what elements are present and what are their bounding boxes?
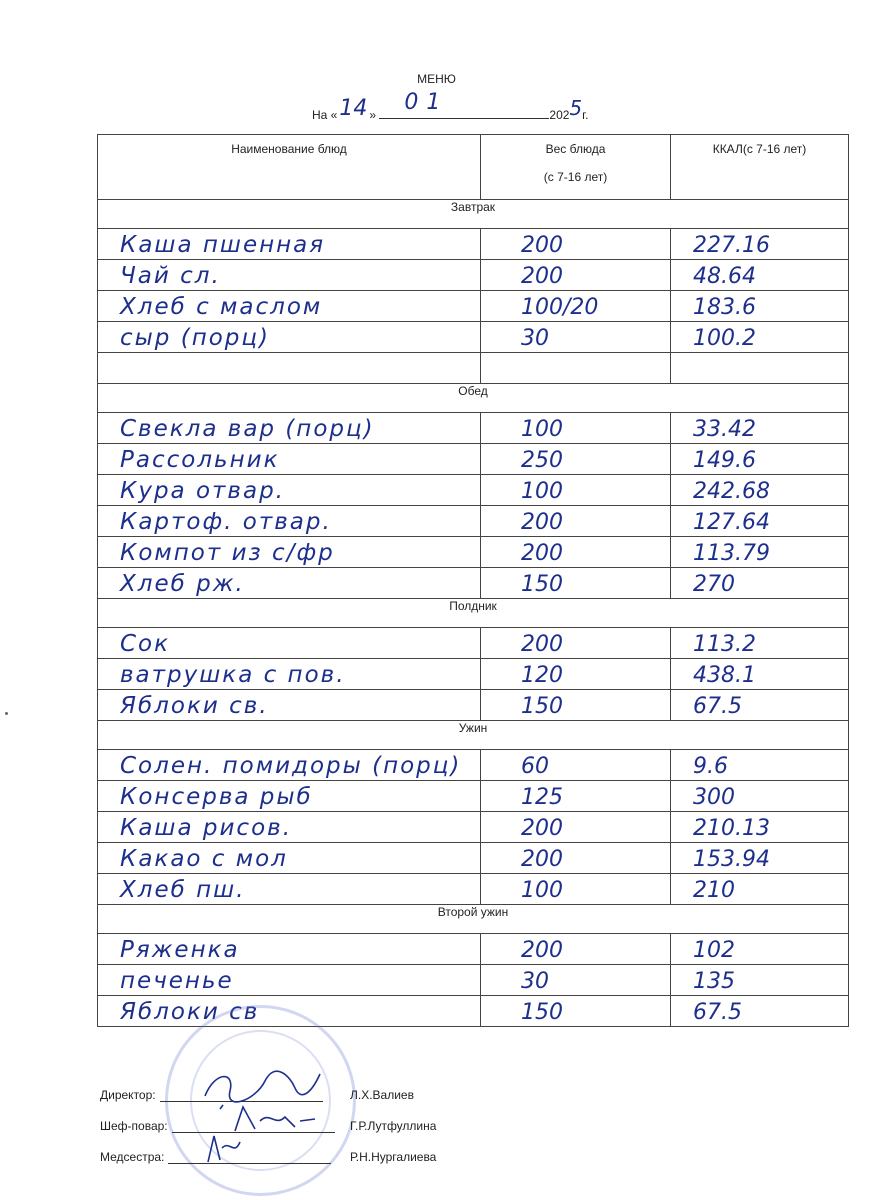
header-name: Наименование блюд xyxy=(98,135,481,200)
dish-weight: 250 xyxy=(521,448,563,473)
dish-name-cell xyxy=(98,781,481,812)
dish-kcal-cell xyxy=(671,996,849,1027)
dish-kcal-cell xyxy=(671,874,849,905)
dish-weight: 100/20 xyxy=(521,295,599,320)
table-row xyxy=(98,659,849,690)
dish-name: Рассольник xyxy=(120,447,280,473)
dish-name-cell xyxy=(98,568,481,599)
dish-kcal-cell xyxy=(671,444,849,475)
dish-kcal: 210.13 xyxy=(693,816,770,841)
dish-name-cell xyxy=(98,628,481,659)
dish-weight: 60 xyxy=(521,754,549,779)
dish-name-cell xyxy=(98,413,481,444)
dish-weight-cell xyxy=(481,750,671,781)
dish-name: Ряженка xyxy=(120,937,240,963)
section-row xyxy=(98,599,849,628)
dish-name-cell xyxy=(98,322,481,353)
dish-kcal: 270 xyxy=(693,572,735,597)
dish-kcal-cell xyxy=(671,322,849,353)
dish-weight: 200 xyxy=(521,510,563,535)
dish-weight: 100 xyxy=(521,417,563,442)
dish-name: Картоф. отвар. xyxy=(120,509,332,535)
table-row xyxy=(98,965,849,996)
dish-weight-cell xyxy=(481,475,671,506)
dish-name: Консерва рыб xyxy=(120,784,313,810)
dish-kcal: 135 xyxy=(693,969,735,994)
signature-director xyxy=(100,1088,414,1102)
date-day: 14 xyxy=(339,96,368,121)
table-row xyxy=(98,353,849,384)
dish-kcal-cell xyxy=(671,781,849,812)
dish-name-cell xyxy=(98,229,481,260)
dish-weight-cell xyxy=(481,812,671,843)
dish-weight-cell xyxy=(481,413,671,444)
signature-name: Р.Н.Нургалиева xyxy=(350,1150,437,1164)
dish-name-cell xyxy=(98,843,481,874)
dish-weight: 150 xyxy=(521,572,563,597)
dish-name-cell xyxy=(98,965,481,996)
dish-weight: 200 xyxy=(521,632,563,657)
dish-weight: 200 xyxy=(521,233,563,258)
dish-kcal-cell xyxy=(671,229,849,260)
dish-kcal: 113.79 xyxy=(693,541,770,566)
dish-name: Каша пшенная xyxy=(120,232,326,258)
section-row xyxy=(98,905,849,934)
table-row xyxy=(98,260,849,291)
table-row xyxy=(98,690,849,721)
dish-kcal-cell xyxy=(671,260,849,291)
section-row xyxy=(98,384,849,413)
dish-kcal: 183.6 xyxy=(693,295,756,320)
dish-weight-cell xyxy=(481,996,671,1027)
signature-name: Л.Х.Валиев xyxy=(350,1088,414,1102)
dish-kcal: 67.5 xyxy=(693,694,742,719)
dish-kcal-cell xyxy=(671,843,849,874)
table-row xyxy=(98,568,849,599)
dish-name: Свекла вар (порц) xyxy=(120,416,375,442)
dish-name: Яблоки св xyxy=(120,999,260,1025)
dish-weight-cell xyxy=(481,965,671,996)
dish-name: Хлеб с маслом xyxy=(120,294,323,320)
table-row xyxy=(98,475,849,506)
dish-kcal: 149.6 xyxy=(693,448,756,473)
dish-name: сыр (порц) xyxy=(120,325,271,351)
dish-weight: 30 xyxy=(521,969,549,994)
section-title: Полдник xyxy=(98,599,849,628)
menu-table xyxy=(97,134,849,1027)
date-suffix: г. xyxy=(582,108,589,122)
table-row xyxy=(98,444,849,475)
dish-kcal: 9.6 xyxy=(693,754,728,779)
header-weight xyxy=(481,135,671,200)
signature-nurse xyxy=(100,1150,437,1164)
dish-name-cell xyxy=(98,444,481,475)
dish-weight-cell xyxy=(481,229,671,260)
dish-kcal: 48.64 xyxy=(693,264,756,289)
dish-kcal: 300 xyxy=(693,785,735,810)
dish-name: Какао с мол xyxy=(120,846,288,872)
dish-name-cell xyxy=(98,506,481,537)
dish-kcal-cell xyxy=(671,475,849,506)
table-row xyxy=(98,322,849,353)
dish-name-cell xyxy=(98,537,481,568)
dish-weight-cell xyxy=(481,843,671,874)
dish-kcal-cell xyxy=(671,413,849,444)
section-title: Завтрак xyxy=(98,200,849,229)
table-row xyxy=(98,291,849,322)
dish-kcal: 210 xyxy=(693,878,735,903)
dish-kcal-cell xyxy=(671,965,849,996)
dish-weight: 200 xyxy=(521,264,563,289)
dish-name-cell xyxy=(98,812,481,843)
dish-kcal-cell xyxy=(671,659,849,690)
signature-role: Директор: xyxy=(100,1088,156,1102)
table-row xyxy=(98,874,849,905)
dish-weight-cell xyxy=(481,690,671,721)
dish-weight-cell xyxy=(481,568,671,599)
dish-name: Хлеб пш. xyxy=(120,877,246,903)
dish-weight-cell xyxy=(481,874,671,905)
dish-kcal: 67.5 xyxy=(693,1000,742,1025)
header-weight-line1: Вес блюда xyxy=(545,142,606,156)
dish-name-cell xyxy=(98,934,481,965)
menu-body xyxy=(98,200,849,1027)
dish-name: Компот из с/фр xyxy=(120,540,335,566)
dish-weight-cell xyxy=(481,628,671,659)
dish-name: ватрушка с пов. xyxy=(120,662,346,688)
dish-weight: 100 xyxy=(521,878,563,903)
dish-name-cell xyxy=(98,353,481,384)
dish-name-cell xyxy=(98,260,481,291)
dish-kcal-cell xyxy=(671,353,849,384)
dish-kcal-cell xyxy=(671,934,849,965)
dish-name: Каша рисов. xyxy=(120,815,293,841)
dish-name: Сок xyxy=(120,631,171,657)
dish-kcal-cell xyxy=(671,812,849,843)
section-title: Обед xyxy=(98,384,849,413)
section-row xyxy=(98,200,849,229)
dish-name: Хлеб рж. xyxy=(120,571,245,597)
dish-kcal: 113.2 xyxy=(693,632,756,657)
table-row xyxy=(98,750,849,781)
document-title: МЕНЮ xyxy=(417,72,456,86)
dish-weight-cell xyxy=(481,537,671,568)
dish-kcal: 102 xyxy=(693,938,735,963)
dish-weight: 200 xyxy=(521,938,563,963)
date-year-digit: 5 xyxy=(569,96,583,120)
dish-name-cell xyxy=(98,659,481,690)
handwritten-signature xyxy=(195,1066,325,1106)
dish-kcal: 33.42 xyxy=(693,417,756,442)
dish-weight-cell xyxy=(481,659,671,690)
dish-weight-cell xyxy=(481,781,671,812)
table-row xyxy=(98,812,849,843)
dish-weight: 200 xyxy=(521,541,563,566)
dish-name: Яблоки св. xyxy=(120,693,269,719)
dish-name: Солен. помидоры (порц) xyxy=(120,753,462,779)
dish-kcal-cell xyxy=(671,568,849,599)
date-mid: » xyxy=(369,108,377,122)
dish-weight: 120 xyxy=(521,663,563,688)
table-row xyxy=(98,934,849,965)
table-row xyxy=(98,843,849,874)
dish-kcal: 153.94 xyxy=(693,847,770,872)
header-row xyxy=(98,135,849,200)
dish-name: печенье xyxy=(120,968,234,994)
signature-role: Медсестра: xyxy=(100,1150,165,1164)
table-row xyxy=(98,413,849,444)
dish-kcal: 438.1 xyxy=(693,663,756,688)
dish-weight: 30 xyxy=(521,326,549,351)
signature-name: Г.Р.Лутфуллина xyxy=(350,1119,437,1133)
dish-weight-cell xyxy=(481,322,671,353)
dish-weight: 150 xyxy=(521,694,563,719)
date-month: 01 xyxy=(404,90,449,115)
dish-weight: 200 xyxy=(521,847,563,872)
dish-kcal-cell xyxy=(671,506,849,537)
table-row xyxy=(98,537,849,568)
header-kcal: ККАЛ(с 7-16 лет) xyxy=(671,135,849,200)
dish-weight-cell xyxy=(481,260,671,291)
dish-name-cell xyxy=(98,874,481,905)
dish-kcal: 242.68 xyxy=(693,479,770,504)
dish-name-cell xyxy=(98,291,481,322)
dish-name-cell xyxy=(98,690,481,721)
table-row xyxy=(98,628,849,659)
dish-name-cell xyxy=(98,475,481,506)
dish-weight: 100 xyxy=(521,479,563,504)
date-month-field xyxy=(379,90,549,119)
dish-weight: 200 xyxy=(521,816,563,841)
section-title: Ужин xyxy=(98,721,849,750)
section-row xyxy=(98,721,849,750)
dish-kcal: 100.2 xyxy=(693,326,756,351)
dish-weight-cell xyxy=(481,934,671,965)
signature-role: Шеф-повар: xyxy=(100,1119,168,1133)
dish-kcal: 127.64 xyxy=(693,510,770,535)
section-title: Второй ужин xyxy=(98,905,849,934)
dish-name-cell xyxy=(98,750,481,781)
table-row xyxy=(98,229,849,260)
dish-kcal-cell xyxy=(671,690,849,721)
table-row xyxy=(98,781,849,812)
dish-weight-cell xyxy=(481,444,671,475)
dish-weight: 125 xyxy=(521,785,563,810)
date-line xyxy=(312,90,589,125)
dish-kcal-cell xyxy=(671,291,849,322)
dish-kcal: 227.16 xyxy=(693,233,770,258)
date-prefix: На « xyxy=(312,108,338,122)
dish-weight-cell xyxy=(481,291,671,322)
dish-weight: 150 xyxy=(521,1000,563,1025)
dish-weight-cell xyxy=(481,506,671,537)
dish-kcal-cell xyxy=(671,628,849,659)
dish-name: Кура отвар. xyxy=(120,478,285,504)
header-weight-line2: (с 7-16 лет) xyxy=(543,170,608,184)
dish-name: Чай сл. xyxy=(120,263,221,289)
date-year-prefix: 202 xyxy=(549,108,570,122)
dish-kcal-cell xyxy=(671,750,849,781)
speck-mark xyxy=(5,712,8,715)
handwritten-signature xyxy=(200,1130,250,1166)
dish-kcal-cell xyxy=(671,537,849,568)
table-row xyxy=(98,506,849,537)
dish-weight-cell xyxy=(481,353,671,384)
